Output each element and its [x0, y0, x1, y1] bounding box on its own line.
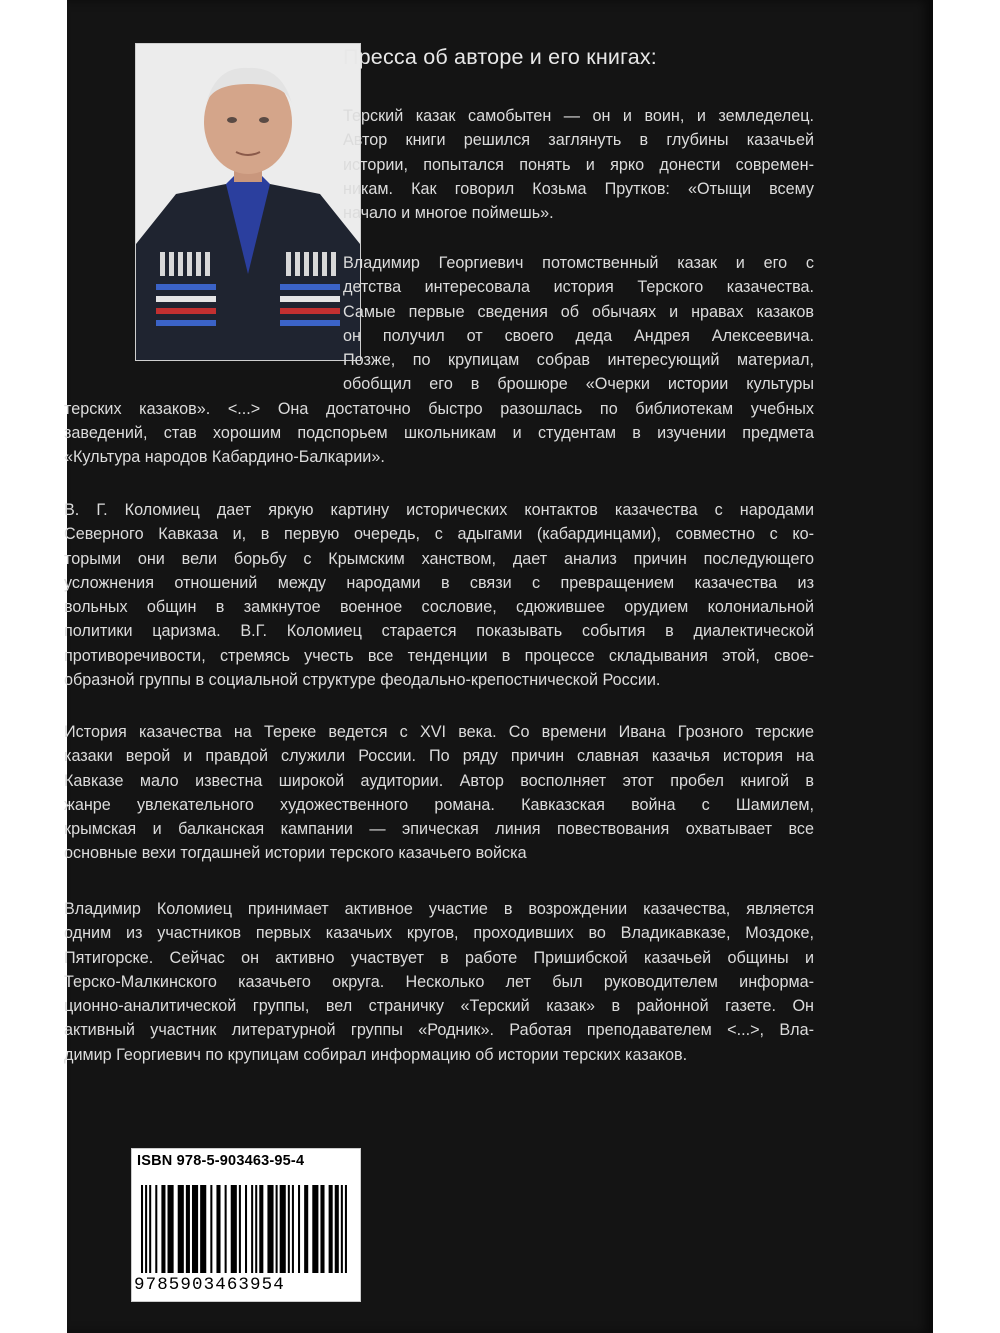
text-line: он получил от своего деда Андрея Алексеевича.	[343, 326, 814, 345]
text-line: Самые первые сведения об обычаях и нравах казаков	[343, 302, 814, 321]
text-line: обобщил его в брошюре «Очерки истории культуры	[343, 375, 814, 394]
barcode-bar	[168, 1185, 174, 1273]
barcode-bar	[288, 1185, 290, 1273]
barcode-bar	[292, 1185, 294, 1273]
text-line: крымская и балканская кампании — эпическая линия повествования охватывает все	[64, 820, 814, 839]
barcode-bar	[304, 1185, 308, 1273]
text-line: вольных общин в замкнутое военное сословие, сдюжившее орудием колониальной	[64, 598, 814, 617]
barcode-bar	[149, 1185, 151, 1273]
barcode-bar	[231, 1185, 237, 1273]
text-line: В. Г. Коломиец дает яркую картину исторических контактов казачества с народами	[64, 501, 814, 519]
text-line: Северного Кавказа и, в первую очередь, с адыгами (кабардинцами), совместно с ко-	[64, 525, 814, 544]
text-line: История казачества на Тереке ведется с XVI века. Со времени Ивана Грозного терские	[64, 723, 814, 741]
text-line: активный участник литературной группы «Родник». Работая преподавателем <...>, Вла-	[64, 1021, 814, 1040]
text-line: начало и многое поймешь».	[343, 204, 554, 223]
section-heading: Пресса об авторе и его книгах:	[343, 45, 657, 69]
barcode-icon	[139, 1185, 353, 1273]
barcode-digits: 9785903463954	[134, 1275, 285, 1295]
text-line: торыми они вели борьбу с Крымским ханством, дает анализ причин последующего	[64, 549, 814, 568]
paragraph-2	[64, 251, 814, 470]
text-line: ционно-аналитической группы, вел страничку «Терский казак» в районной газете. Он	[64, 997, 814, 1016]
barcode-bar	[192, 1185, 198, 1273]
barcode-bar	[200, 1185, 206, 1273]
text-line: противоречивости, стремясь учесть все тенденции в процессе складывания этой, свое-	[64, 646, 814, 665]
barcode-bar	[298, 1185, 300, 1273]
text-line: Пятигорске. Сейчас он активно участвует в работе Пришибской казачьей общины и	[64, 948, 814, 967]
text-line: Терский казак самобытен — он и воин, и земледелец.	[343, 107, 814, 125]
text-line: основные вехи тогдашней истории терского казачьего войска	[64, 844, 527, 863]
paragraph-5	[64, 897, 814, 1067]
barcode-bar	[267, 1185, 273, 1273]
text-line: казаки верой и правдой служили России. По ряду причин славная казачья история на	[64, 747, 814, 766]
barcode-bar	[161, 1185, 165, 1273]
cover-edge-shadow	[929, 0, 933, 1333]
barcode-bar	[329, 1185, 333, 1273]
text-line: терских казаков». <...> Она достаточно быстро разошлась по библиотекам учебных	[64, 399, 814, 418]
barcode-bar	[259, 1185, 263, 1273]
paragraph-4	[64, 720, 814, 866]
barcode-bar	[141, 1185, 143, 1273]
barcode-bar	[145, 1185, 147, 1273]
barcode-bar	[186, 1185, 190, 1273]
text-line: истории, попытался понять и ярко донести современ-	[343, 155, 814, 174]
text-line: «Культура народов Кабардино-Балкарии».	[64, 448, 385, 467]
text-line: Владимир Коломиец принимает активное участие в возрождении казачества, является	[64, 900, 814, 918]
text-line: жанре увлекательного художественного романа. Кавказская война с Шамилем,	[64, 795, 814, 814]
barcode-bar	[245, 1185, 247, 1273]
barcode-bar	[225, 1185, 227, 1273]
isbn-label: ISBN 978-5-903463-95-4	[137, 1153, 305, 1169]
text-line: образной группы в социальной структуре феодально-крепостнической России.	[64, 671, 661, 690]
text-line: никам. Как говорил Козьма Прутков: «Отыщи всему	[343, 179, 814, 198]
barcode-bar	[280, 1185, 286, 1273]
paragraph-1	[343, 104, 814, 225]
text-line: одним из участников первых казачьих кругов, проходивших во Владикавказе, Моздоке,	[64, 924, 814, 943]
paragraph-3	[64, 498, 814, 692]
barcode-bar	[335, 1185, 339, 1273]
text-line: Автор книги решился заглянуть в глубины казачьей	[343, 131, 814, 150]
barcode-bar	[255, 1185, 257, 1273]
barcode-bar	[239, 1185, 241, 1273]
text-line: димир Георгиевич по крупицам собирал информацию об истории терских казаков.	[64, 1045, 688, 1064]
text-line: Владимир Георгиевич потомственный казак и его с	[343, 254, 814, 272]
text-line: усложнения отношений между народами в связи с превращением казачества из	[64, 573, 814, 592]
text-line: Кавказе мало известна широкой аудитории. Автор восполняет этот пробел книгой в	[64, 771, 814, 790]
text-line: политики царизма. В.Г. Коломиец старается показывать события в диалектической	[64, 622, 814, 641]
text-line: детства интересовала история Терского казачества.	[343, 278, 814, 297]
barcode-bar	[320, 1185, 324, 1273]
barcode-bar	[345, 1185, 347, 1273]
barcode-bar	[341, 1185, 343, 1273]
barcode-bar	[251, 1185, 253, 1273]
barcode-bar	[276, 1185, 278, 1273]
text-line: Позже, по крупицам собрав интересующий материал,	[343, 351, 814, 370]
barcode-bar	[210, 1185, 212, 1273]
barcode-bar	[178, 1185, 184, 1273]
text-line: Терско-Малкинского казачьего округа. Несколько лет был руководителем информа-	[64, 972, 814, 991]
barcode-bar	[216, 1185, 220, 1273]
barcode-bar	[312, 1185, 318, 1273]
isbn-barcode-box	[131, 1148, 361, 1302]
barcode-bar	[155, 1185, 157, 1273]
text-line: заведений, став хорошим подспорьем школьникам и студентам в изучении предмета	[64, 424, 814, 443]
